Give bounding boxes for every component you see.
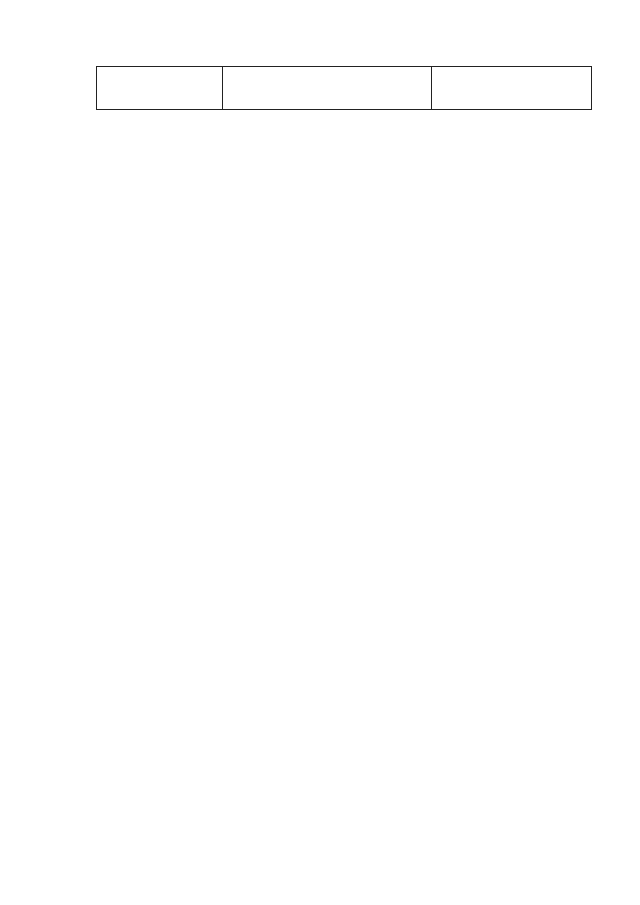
- table-header-row: [97, 67, 592, 110]
- document-page: [90, 64, 592, 130]
- header-methods: [223, 67, 432, 110]
- harvest-methods-table: [96, 66, 592, 110]
- header-berry-type: [97, 67, 223, 110]
- header-max-withdrawal: [432, 67, 592, 110]
